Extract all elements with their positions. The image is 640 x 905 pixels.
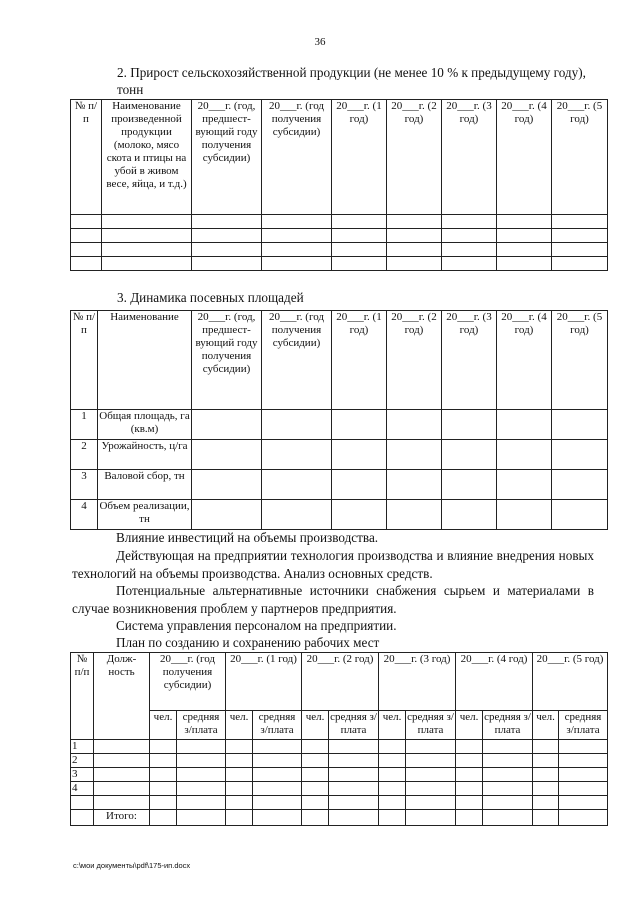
- sub-avg-salary: средняя з/плата: [253, 711, 302, 740]
- page-number: 36: [314, 36, 326, 48]
- col-num: № п/п: [71, 100, 102, 215]
- col-num: № п/п: [71, 653, 94, 740]
- row-num: 3: [71, 768, 94, 782]
- row-name: Валовой сбор, тн: [98, 470, 192, 500]
- sub-people: чел.: [379, 711, 406, 740]
- col-year-2: 20___г. (2 год): [387, 100, 442, 215]
- table-row: [71, 229, 608, 243]
- col-year-1: 20___г. (1 год): [226, 653, 302, 711]
- col-num: № п/п: [71, 311, 98, 410]
- table-row: [71, 782, 608, 796]
- col-prev-year: 20___г. (год, предшест-вующий году получения субсидии): [192, 311, 262, 410]
- row-num: 1: [71, 740, 94, 754]
- col-year-3: 20___г. (3 год): [442, 100, 497, 215]
- table-row: [71, 470, 608, 500]
- col-name: Наименование: [98, 311, 192, 410]
- sub-people: чел.: [302, 711, 329, 740]
- sub-avg-salary: средняя з/плата: [483, 711, 533, 740]
- col-year-4: 20___г. (4 год): [497, 100, 552, 215]
- paragraph-jobs-plan: План по созданию и сохранению рабочих мест: [116, 635, 380, 650]
- row-num: 4: [71, 500, 98, 530]
- col-year-2: 20___г. (2 год): [387, 311, 442, 410]
- table2-heading: 2. Прирост сельскохозяйственной продукции (не менее 10 % к предыдущему году), тонн: [117, 65, 586, 97]
- sub-avg-salary: средняя з/плата: [559, 711, 608, 740]
- sub-avg-salary: средняя з/плата: [177, 711, 226, 740]
- table-row: [71, 215, 608, 229]
- table-row: [71, 257, 608, 271]
- sub-people: чел.: [226, 711, 253, 740]
- product-growth-table: [70, 99, 608, 271]
- table-row: [71, 243, 608, 257]
- table-row: [71, 754, 608, 768]
- col-year-1: 20___г. (1 год): [332, 100, 387, 215]
- sub-avg-salary: средняя з/плата: [406, 711, 456, 740]
- footer-path: c:\мои документы\pdf\175-ип.docx: [73, 861, 191, 870]
- jobs-table: [70, 652, 608, 826]
- col-position: Долж-ность: [94, 653, 150, 740]
- col-year-3: 20___г. (3 год): [379, 653, 456, 711]
- crop-area-table: [70, 310, 608, 530]
- col-prev-year: 20___г. (год, предшест-вующий году получения субсидии): [192, 100, 262, 215]
- sub-avg-salary: средняя з/плата: [329, 711, 379, 740]
- paragraph-suppliers: Потенциальные альтернативные источники снабжения сырьем и материалами в случае возникновения проблем у партнеров предприятия.: [72, 583, 594, 616]
- col-year-2: 20___г. (2 год): [302, 653, 379, 711]
- total-label: Итого:: [94, 810, 150, 826]
- col-subsidy-year: 20___г. (год получения субсидии): [262, 311, 332, 410]
- table-row: [71, 440, 608, 470]
- col-subsidy-year: 20___г. (год получения субсидии): [150, 653, 226, 711]
- col-year-1: 20___г. (1 год): [332, 311, 387, 410]
- row-name: Урожайность, ц/га: [98, 440, 192, 470]
- table-row: [71, 796, 608, 810]
- col-year-5: 20___г. (5 год): [552, 100, 608, 215]
- row-name: Общая площадь, га (кв.м): [98, 410, 192, 440]
- sub-people: чел.: [456, 711, 483, 740]
- table-row: [71, 500, 608, 530]
- paragraph-technology: Действующая на предприятии технология производства и влияние внедрения новых технологий на объемы производства. Анализ основных средств.: [72, 548, 594, 581]
- paragraph-investment: Влияние инвестиций на объемы производства.: [116, 530, 379, 545]
- paragraph-personnel: Система управления персоналом на предприятии.: [116, 618, 397, 633]
- row-num: 1: [71, 410, 98, 440]
- col-product: Наименование произведенной продукции (молоко, мясо скота и птицы на убой в живом весе, яйца, и т.д.): [102, 100, 192, 215]
- total-row: [71, 810, 608, 826]
- col-subsidy-year: 20___г. (год получения субсидии): [262, 100, 332, 215]
- col-year-5: 20___г. (5 год): [533, 653, 608, 711]
- sub-people: чел.: [150, 711, 177, 740]
- row-name: Объем реализации, тн: [98, 500, 192, 530]
- col-year-4: 20___г. (4 год): [497, 311, 552, 410]
- table3-heading: 3. Динамика посевных площадей: [117, 290, 304, 305]
- table-row: [71, 740, 608, 754]
- row-num: 2: [71, 440, 98, 470]
- col-year-4: 20___г. (4 год): [456, 653, 533, 711]
- row-num: 4: [71, 782, 94, 796]
- row-num: 3: [71, 470, 98, 500]
- table-row: [71, 768, 608, 782]
- sub-people: чел.: [533, 711, 559, 740]
- col-year-3: 20___г. (3 год): [442, 311, 497, 410]
- row-num: 2: [71, 754, 94, 768]
- col-year-5: 20___г. (5 год): [552, 311, 608, 410]
- table-row: [71, 410, 608, 440]
